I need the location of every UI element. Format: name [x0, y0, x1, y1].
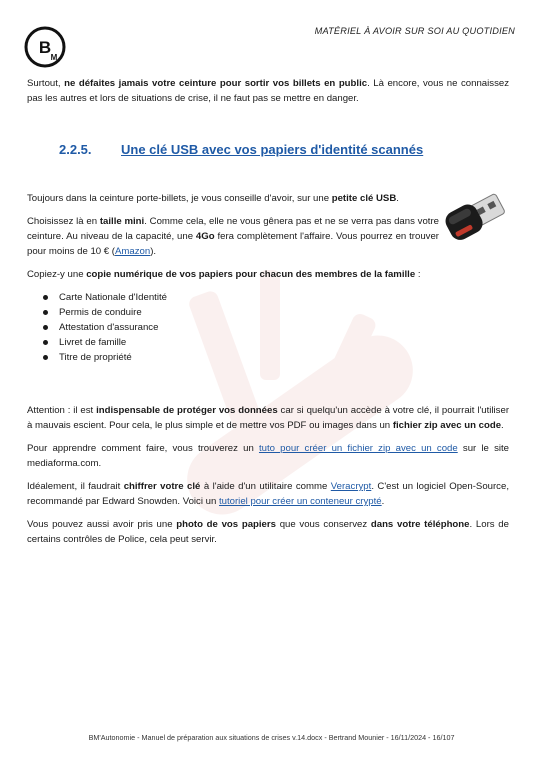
text: sur le site mediaforma.com.: [27, 443, 509, 469]
text: Toujours dans la ceinture porte-billets, je vous conseille d'avoir, sur une: [27, 193, 332, 204]
bold-text: indispensable de protéger vos données: [96, 405, 278, 416]
text: car si quelqu'un accède à votre clé, il pourrait l'utiliser à mauvais escient. Pour cela, le plus simple et de mettre vos PDF ou images dans un: [27, 405, 510, 431]
veracrypt-link[interactable]: Veracrypt: [330, 481, 372, 492]
section-title: Une clé USB avec vos papiers d'identité scannés: [121, 142, 424, 157]
section-number: 2.2.5.: [59, 142, 92, 157]
bold-text: chiffrer votre clé: [123, 481, 201, 492]
text: . Là encore, vous ne connaissez pas les autres et lors de situations de crise, il ne faut pas se mettre en danger.: [27, 78, 509, 104]
svg-text:M: M: [50, 53, 58, 62]
paragraph-5: [27, 441, 509, 471]
svg-text:B: B: [38, 38, 52, 57]
text: Attention : il est: [27, 405, 97, 416]
text: Idéalement, il faudrait: [27, 481, 124, 492]
text: .: [381, 496, 385, 507]
paragraph-2: [27, 214, 509, 259]
text: Surtout,: [27, 78, 65, 89]
bold-text: ne défaites jamais votre ceinture pour sortir vos billets en public: [64, 78, 368, 89]
paragraph-7: [27, 517, 509, 547]
text: :: [415, 269, 421, 280]
section-heading: [27, 142, 509, 157]
text: Vous pouvez aussi avoir pris une: [27, 519, 177, 530]
bold-text: fichier zip avec un code: [392, 420, 502, 431]
page-body: [27, 76, 509, 555]
paragraph-1: [27, 191, 509, 206]
text: ).: [150, 246, 157, 257]
text: . Lors de certains contrôles de Police, cela peut servir.: [27, 519, 509, 545]
bold-text: copie numérique de vos papiers pour chacun des membres de la famille: [86, 269, 416, 280]
text: Copiez-y une: [27, 269, 87, 280]
usb-drive-image: [442, 185, 520, 255]
list-item: Attestation d'assurance: [27, 320, 509, 335]
paragraph-6: [27, 479, 509, 509]
bold-text: photo de vos papiers: [176, 519, 276, 530]
text: à l'aide d'un utilitaire comme: [200, 481, 331, 492]
text: que vous conservez: [275, 519, 371, 530]
bold-text: dans votre téléphone: [370, 519, 470, 530]
bold-text: taille mini: [99, 216, 145, 227]
text: . C'est un logiciel Open-Source, recommandé par Edward Snowden. Voici un: [27, 481, 509, 507]
list-item: Livret de famille: [27, 335, 509, 350]
text: .: [396, 193, 399, 204]
text: fera complètement l'affaire. Vous pourrez en trouver pour moins de 10 € (: [27, 231, 439, 257]
paragraph-3: [27, 267, 509, 282]
amazon-link[interactable]: Amazon: [115, 246, 151, 257]
text: .: [501, 420, 504, 431]
bold-text: 4Go: [195, 231, 215, 242]
text: Choisissez là en: [27, 216, 100, 227]
bold-text: petite clé USB: [331, 193, 397, 204]
intro-paragraph: [27, 76, 509, 106]
paragraph-4: [27, 403, 509, 433]
page-footer: BM'Autonomie - Manuel de préparation aux situations de crises v.14.docx - Bertrand Mounier - 16/11/2024 - 16/107: [88, 733, 455, 742]
text: Pour apprendre comment faire, vous trouverez un: [27, 443, 259, 454]
bm-logo-icon: [24, 26, 66, 68]
zip-tutorial-link[interactable]: tuto pour créer un fichier zip avec un code: [258, 443, 458, 454]
encrypted-container-tutorial-link[interactable]: tutoriel pour créer un conteneur crypté: [218, 496, 382, 507]
page-header-title: MATÉRIEL À AVOIR SUR SOI AU QUOTIDIEN: [314, 26, 515, 36]
list-item: Carte Nationale d'Identité: [27, 290, 509, 305]
text: . Comme cela, elle ne vous gênera pas et ne se verra pas dans votre ceinture. Au niveau de la capacité, une: [27, 216, 439, 242]
documents-list: [27, 290, 509, 365]
list-item: Titre de propriété: [27, 350, 509, 365]
list-item: Permis de conduire: [27, 305, 509, 320]
